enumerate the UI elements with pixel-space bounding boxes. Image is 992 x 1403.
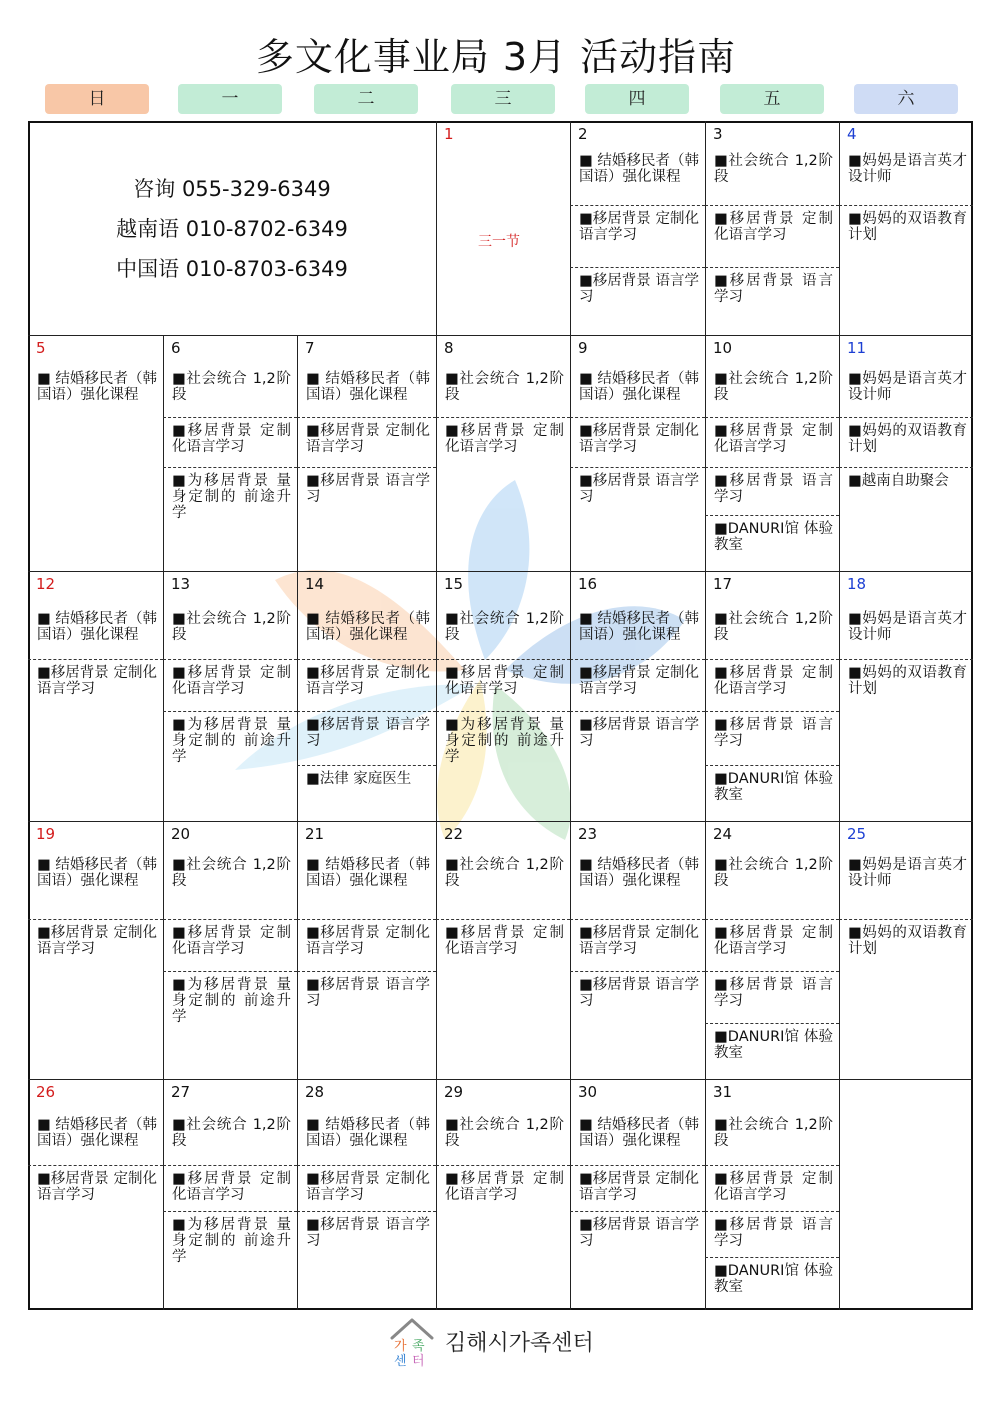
event-social: ■社会统合 1,2阶段 [172, 611, 291, 643]
event-separator [436, 1165, 570, 1166]
day-cell-12 [28, 571, 163, 821]
event-separator [163, 971, 297, 972]
day-number: 31 [713, 1083, 733, 1101]
event-separator [705, 467, 839, 468]
event-social: ■社会统合 1,2阶段 [714, 1117, 833, 1149]
day-number: 26 [36, 1083, 56, 1101]
day-number: 14 [305, 575, 325, 593]
event-separator [436, 919, 570, 920]
day-number: 15 [444, 575, 464, 593]
event-social: ■社会统合 1,2阶段 [445, 371, 564, 403]
event-lang: ■移居背景 语言学习 [306, 1217, 430, 1249]
event-custom: ■移居背景 定制化语言学习 [579, 211, 699, 243]
day-cell-16 [570, 571, 705, 821]
day-cell-27 [163, 1079, 297, 1310]
event-separator [28, 919, 163, 920]
event-separator [705, 659, 839, 660]
event-separator [297, 659, 436, 660]
event-lang: ■移居背景 语言学习 [579, 977, 699, 1009]
event-separator [705, 765, 839, 766]
event-marriage: ■ 结婚移民者（韩国语）强化课程 [579, 857, 699, 889]
day-cell-21 [297, 821, 436, 1079]
event-lang: ■移居背景 语言学习 [714, 977, 833, 1009]
event-separator [705, 417, 839, 418]
day-number: 21 [305, 825, 325, 843]
weekday-fri: 五 [720, 84, 824, 114]
event-marriage: ■ 结婚移民者（韩国语）强化课程 [579, 611, 699, 643]
event-mom-talent: ■妈妈是语言英才设计师 [848, 857, 967, 889]
event-separator [28, 659, 163, 660]
day-number: 13 [171, 575, 191, 593]
event-marriage: ■ 结婚移民者（韩国语）强化课程 [306, 1117, 430, 1149]
event-marriage: ■ 结婚移民者（韩国语）强化课程 [37, 1117, 157, 1149]
event-separator [163, 417, 297, 418]
event-custom: ■移居背景 定制化语言学习 [714, 423, 833, 455]
day-cell-31 [705, 1079, 839, 1310]
day-number: 3 [713, 125, 723, 143]
footer [0, 1316, 992, 1376]
day-cell-10 [705, 335, 839, 571]
event-separator [297, 467, 436, 468]
event-custom: ■移居背景 定制化语言学习 [172, 925, 291, 957]
event-separator [163, 919, 297, 920]
event-custom: ■移居背景 定制化语言学习 [306, 665, 430, 697]
event-lang: ■移居背景 语言学习 [306, 977, 430, 1009]
event-mom-bilingual: ■妈妈的双语教育计划 [848, 211, 967, 243]
event-social: ■社会统合 1,2阶段 [445, 857, 564, 889]
event-separator [436, 417, 570, 418]
day-cell-9 [570, 335, 705, 571]
event-mom-talent: ■妈妈是语言英才设计师 [848, 611, 967, 643]
event-separator [570, 711, 705, 712]
event-separator [705, 1257, 839, 1258]
day-cell-13 [163, 571, 297, 821]
day-number: 6 [171, 339, 181, 357]
event-social: ■社会统合 1,2阶段 [714, 153, 833, 185]
day-number: 12 [36, 575, 56, 593]
day-number: 20 [171, 825, 191, 843]
day-number: 7 [305, 339, 315, 357]
day-cell-17 [705, 571, 839, 821]
day-cell-11 [839, 335, 973, 571]
day-number: 22 [444, 825, 464, 843]
event-mom-talent: ■妈妈是语言英才设计师 [848, 153, 967, 185]
day-cell-14 [297, 571, 436, 821]
event-lang: ■移居背景 语言学习 [306, 473, 430, 505]
event-lang: ■移居背景 语言学习 [579, 1217, 699, 1249]
day-number: 8 [444, 339, 454, 357]
day-number: 23 [578, 825, 598, 843]
weekday-wed: 三 [451, 84, 555, 114]
event-marriage: ■ 结婚移民者（韩国语）强化课程 [579, 371, 699, 403]
event-custom: ■移居背景 定制化语言学习 [579, 925, 699, 957]
event-marriage: ■ 结婚移民者（韩国语）强化课程 [37, 857, 157, 889]
event-mom-bilingual: ■妈妈的双语教育计划 [848, 925, 967, 957]
day-number: 27 [171, 1083, 191, 1101]
event-custom: ■移居背景 定制化语言学习 [37, 1171, 157, 1203]
day-cell-30 [570, 1079, 705, 1310]
day-cell-2 [570, 121, 705, 335]
event-separator [436, 659, 570, 660]
weekday-thu: 四 [585, 84, 689, 114]
event-social: ■社会统合 1,2阶段 [445, 611, 564, 643]
day-number: 19 [36, 825, 56, 843]
event-social: ■社会统合 1,2阶段 [714, 857, 833, 889]
day-number: 30 [578, 1083, 598, 1101]
event-separator [28, 1165, 163, 1166]
event-marriage: ■ 结婚移民者（韩国语）强化课程 [306, 371, 430, 403]
day-cell-22 [436, 821, 570, 1079]
event-separator [163, 659, 297, 660]
event-vietnam: ■越南自助聚会 [848, 473, 949, 489]
svg-text:가: 가 [394, 1339, 407, 1354]
day-number: 5 [36, 339, 46, 357]
day-cell-8 [436, 335, 570, 571]
event-mom-bilingual: ■妈妈的双语教育计划 [848, 665, 967, 697]
day-cell-28 [297, 1079, 436, 1310]
svg-text:센: 센 [394, 1354, 407, 1368]
event-lang: ■移居背景 语言学习 [714, 473, 833, 505]
day-number: 18 [847, 575, 867, 593]
event-custom: ■移居背景 定制化语言学习 [306, 1171, 430, 1203]
event-separator [705, 1165, 839, 1166]
event-separator [570, 267, 705, 268]
event-separator [297, 919, 436, 920]
event-custom: ■移居背景 定制化语言学习 [445, 665, 564, 697]
event-lang: ■移居背景 语言学习 [714, 1217, 833, 1249]
day-number: 25 [847, 825, 867, 843]
event-danuri: ■DANURI馆 体验教室 [714, 521, 833, 553]
event-law: ■法律 家庭医生 [306, 771, 412, 787]
event-danuri: ■DANURI馆 体验教室 [714, 1029, 833, 1061]
event-social: ■社会统合 1,2阶段 [172, 857, 291, 889]
svg-text:족: 족 [412, 1339, 425, 1354]
day-cell-20 [163, 821, 297, 1079]
event-separator [163, 467, 297, 468]
day-number: 24 [713, 825, 733, 843]
event-lang: ■移居背景 语言学习 [579, 717, 699, 749]
event-marriage: ■ 结婚移民者（韩国语）强化课程 [37, 611, 157, 643]
event-marriage: ■ 结婚移民者（韩国语）强化课程 [579, 1117, 699, 1149]
day-cell-26 [28, 1079, 163, 1310]
event-separator [436, 711, 570, 712]
event-separator [163, 1211, 297, 1212]
day-cell-23 [570, 821, 705, 1079]
day-number: 17 [713, 575, 733, 593]
event-separator [705, 1023, 839, 1024]
event-separator [297, 971, 436, 972]
event-separator [839, 467, 973, 468]
day-number: 28 [305, 1083, 325, 1101]
event-separator [570, 1211, 705, 1212]
event-separator [705, 1211, 839, 1212]
day-cell-1 [436, 121, 570, 335]
event-social: ■社会统合 1,2阶段 [714, 611, 833, 643]
event-marriage: ■ 结婚移民者（韩国语）强化课程 [306, 611, 430, 643]
event-social: ■社会统合 1,2阶段 [172, 1117, 291, 1149]
event-danuri: ■DANURI馆 体验教室 [714, 771, 833, 803]
event-mom-talent: ■妈妈是语言英才设计师 [848, 371, 967, 403]
org-name: 김해시가족센터 [445, 1331, 594, 1356]
day-number: 10 [713, 339, 733, 357]
event-separator [570, 1165, 705, 1166]
event-lang: ■移居背景 语言学习 [579, 273, 699, 305]
event-separator [297, 765, 436, 766]
event-custom: ■移居背景 定制化语言学习 [445, 1171, 564, 1203]
day-cell-29 [436, 1079, 570, 1310]
day-number: 16 [578, 575, 598, 593]
event-custom: ■移居背景 定制化语言学习 [172, 423, 291, 455]
event-separator [570, 659, 705, 660]
event-custom: ■移居背景 定制化语言学习 [172, 665, 291, 697]
family-center-logo-icon [388, 1316, 436, 1368]
event-future: ■为移居背景 量身定制的 前途升学 [172, 717, 291, 765]
contact-vietnamese: 越南语 010-8702-6349 [116, 217, 348, 241]
event-marriage: ■ 结婚移民者（韩国语）强化课程 [37, 371, 157, 403]
contact-info [28, 121, 436, 335]
day-number: 9 [578, 339, 588, 357]
day-number: 11 [847, 339, 867, 357]
event-custom: ■移居背景 定制化语言学习 [37, 925, 157, 957]
day-cell-5 [28, 335, 163, 571]
day-cell-24 [705, 821, 839, 1079]
event-custom: ■移居背景 定制化语言学习 [714, 925, 833, 957]
event-custom: ■移居背景 定制化语言学习 [714, 665, 833, 697]
page-title: 多文化事业局 3月 活动指南 [255, 35, 737, 79]
event-custom: ■移居背景 定制化语言学习 [445, 423, 564, 455]
event-future: ■为移居背景 量身定制的 前途升学 [445, 717, 564, 765]
event-separator [705, 919, 839, 920]
weekday-mon: 一 [178, 84, 282, 114]
event-marriage: ■ 结婚移民者（韩国语）强化课程 [579, 153, 699, 185]
event-future: ■为移居背景 量身定制的 前途升学 [172, 473, 291, 521]
weekday-header [0, 84, 992, 118]
day-number: 29 [444, 1083, 464, 1101]
event-marriage: ■ 结婚移民者（韩国语）强化课程 [306, 857, 430, 889]
event-separator [570, 919, 705, 920]
contact-chinese: 中国语 010-8703-6349 [116, 257, 348, 281]
event-custom: ■移居背景 定制化语言学习 [445, 925, 564, 957]
event-lang: ■移居背景 语言学习 [306, 717, 430, 749]
event-custom: ■移居背景 定制化语言学习 [714, 1171, 833, 1203]
event-separator [297, 1165, 436, 1166]
day-cell-18 [839, 571, 973, 821]
day-cell-19 [28, 821, 163, 1079]
day-number: 4 [847, 125, 857, 143]
day-cell-3 [705, 121, 839, 335]
event-custom: ■移居背景 定制化语言学习 [37, 665, 157, 697]
event-separator [297, 417, 436, 418]
event-separator [705, 515, 839, 516]
day-number: 1 [444, 125, 454, 143]
event-social: ■社会统合 1,2阶段 [445, 1117, 564, 1149]
svg-text:터: 터 [412, 1354, 425, 1368]
event-separator [163, 1165, 297, 1166]
event-custom: ■移居背景 定制化语言学习 [579, 423, 699, 455]
event-separator [570, 467, 705, 468]
event-mom-bilingual: ■妈妈的双语教育计划 [848, 423, 967, 455]
event-separator [705, 711, 839, 712]
day-cell-15 [436, 571, 570, 821]
event-social: ■社会统合 1,2阶段 [714, 371, 833, 403]
event-separator [839, 919, 973, 920]
event-separator [839, 659, 973, 660]
event-future: ■为移居背景 量身定制的 前途升学 [172, 977, 291, 1025]
event-custom: ■移居背景 定制化语言学习 [579, 1171, 699, 1203]
contact-phone: 咨询 055-329-6349 [133, 177, 331, 201]
day-cell-4 [839, 121, 973, 335]
event-lang: ■移居背景 语言学习 [714, 273, 833, 305]
event-separator [839, 205, 973, 206]
weekday-sat: 六 [854, 84, 958, 114]
event-custom: ■移居背景 定制化语言学习 [714, 211, 833, 243]
event-future: ■为移居背景 量身定制的 前途升学 [172, 1217, 291, 1265]
day-cell-7 [297, 335, 436, 571]
day-cell-6 [163, 335, 297, 571]
day-number: 2 [578, 125, 588, 143]
event-separator [163, 711, 297, 712]
event-lang: ■移居背景 语言学习 [579, 473, 699, 505]
event-social: ■社会统合 1,2阶段 [172, 371, 291, 403]
event-separator [839, 417, 973, 418]
event-custom: ■移居背景 定制化语言学习 [579, 665, 699, 697]
event-separator [705, 205, 839, 206]
weekday-sun: 日 [45, 84, 149, 114]
holiday-label: 三一节 [478, 234, 520, 250]
event-custom: ■移居背景 定制化语言学习 [306, 423, 430, 455]
event-separator [705, 971, 839, 972]
event-lang: ■移居背景 语言学习 [714, 717, 833, 749]
weekday-tue: 二 [314, 84, 418, 114]
event-separator [570, 205, 705, 206]
event-separator [297, 1211, 436, 1212]
event-danuri: ■DANURI馆 体验教室 [714, 1263, 833, 1295]
event-custom: ■移居背景 定制化语言学习 [306, 925, 430, 957]
event-separator [570, 971, 705, 972]
event-separator [570, 417, 705, 418]
event-separator [705, 267, 839, 268]
event-separator [297, 711, 436, 712]
day-cell-25 [839, 821, 973, 1079]
event-custom: ■移居背景 定制化语言学习 [172, 1171, 291, 1203]
